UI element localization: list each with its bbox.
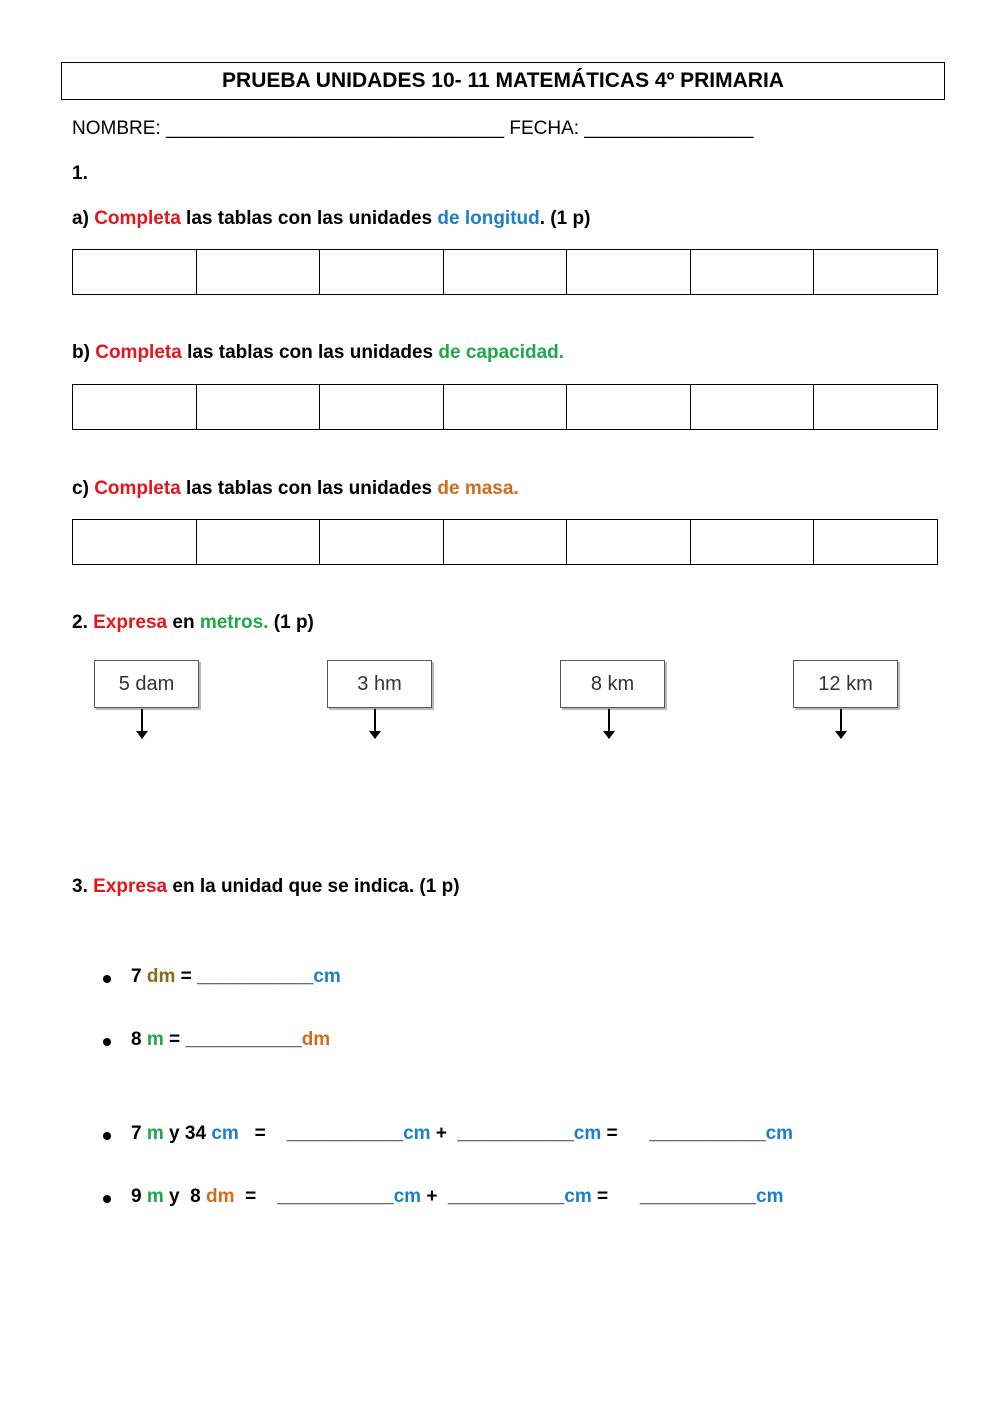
table-cell[interactable] — [567, 520, 691, 565]
bullet-icon — [103, 1038, 111, 1046]
table-cell[interactable] — [814, 250, 938, 295]
q3-item-1: 7 dm = ___________cm — [131, 966, 341, 987]
bullet-icon — [103, 1195, 111, 1203]
answer-blank[interactable]: ___________ — [185, 1029, 302, 1050]
table-cell[interactable] — [196, 385, 320, 430]
table-cell[interactable] — [443, 250, 567, 295]
table-cell[interactable] — [320, 385, 444, 430]
table-cell[interactable] — [443, 520, 567, 565]
answer-blank[interactable]: ___________ — [197, 966, 314, 987]
answer-blank[interactable]: ___________ — [277, 1186, 394, 1207]
table-cell[interactable] — [196, 520, 320, 565]
name-label: NOMBRE: — [72, 118, 161, 139]
table-cell[interactable] — [443, 385, 567, 430]
table-cell[interactable] — [73, 385, 197, 430]
mass-units-table — [72, 519, 938, 565]
down-arrow-icon — [840, 709, 842, 733]
conversion-box-km: 8 km — [560, 660, 665, 708]
table-cell[interactable] — [320, 250, 444, 295]
table-cell[interactable] — [567, 250, 691, 295]
table-cell[interactable] — [690, 520, 814, 565]
page-title: PRUEBA UNIDADES 10- 11 MATEMÁTICAS 4º PRIMARIA — [61, 62, 945, 100]
q1b-instruction: b) Completa las tablas con las unidades de capacidad. — [72, 342, 565, 363]
table-cell[interactable] — [814, 520, 938, 565]
table-cell[interactable] — [73, 250, 197, 295]
answer-blank[interactable]: ___________ — [457, 1123, 574, 1144]
bullet-icon — [103, 975, 111, 983]
table-cell[interactable] — [690, 385, 814, 430]
table-cell[interactable] — [73, 520, 197, 565]
q3-item-4: 9 m y 8 dm = ___________cm + ___________cm = ___________cm — [131, 1186, 784, 1207]
table-cell[interactable] — [567, 385, 691, 430]
answer-blank[interactable]: ___________ — [448, 1186, 565, 1207]
date-label: FECHA: — [509, 118, 580, 139]
q2-instruction: 2. Expresa en metros. (1 p) — [72, 612, 314, 633]
down-arrow-icon — [141, 709, 143, 733]
q1-number: 1. — [72, 163, 88, 184]
down-arrow-icon — [608, 709, 610, 733]
conversion-box-dam: 5 dam — [94, 660, 199, 708]
q1a-instruction: a) Completa las tablas con las unidades de longitud. (1 p) — [72, 208, 591, 229]
date-field[interactable]: ________________ — [584, 118, 754, 139]
name-field[interactable]: ________________________________ — [165, 118, 505, 139]
q3-item-3: 7 m y 34 cm = ___________cm + ___________cm = ___________cm — [131, 1123, 794, 1144]
table-cell[interactable] — [814, 385, 938, 430]
capacity-units-table — [72, 384, 938, 430]
answer-blank[interactable]: ___________ — [649, 1123, 766, 1144]
table-cell[interactable] — [690, 250, 814, 295]
answer-blank[interactable]: ___________ — [639, 1186, 757, 1207]
conversion-box-hm: 3 hm — [327, 660, 432, 708]
table-cell[interactable] — [320, 520, 444, 565]
answer-blank[interactable]: ___________ — [286, 1123, 404, 1144]
bullet-icon — [103, 1132, 111, 1140]
conversion-box-12km: 12 km — [793, 660, 898, 708]
q1c-instruction: c) Completa las tablas con las unidades de masa. — [72, 478, 519, 499]
table-cell[interactable] — [196, 250, 320, 295]
q3-instruction: 3. Expresa en la unidad que se indica. (1 p) — [72, 876, 460, 897]
down-arrow-icon — [374, 709, 376, 733]
length-units-table — [72, 249, 938, 295]
q3-item-2: 8 m = ___________dm — [131, 1029, 331, 1050]
name-date-line — [72, 118, 753, 140]
